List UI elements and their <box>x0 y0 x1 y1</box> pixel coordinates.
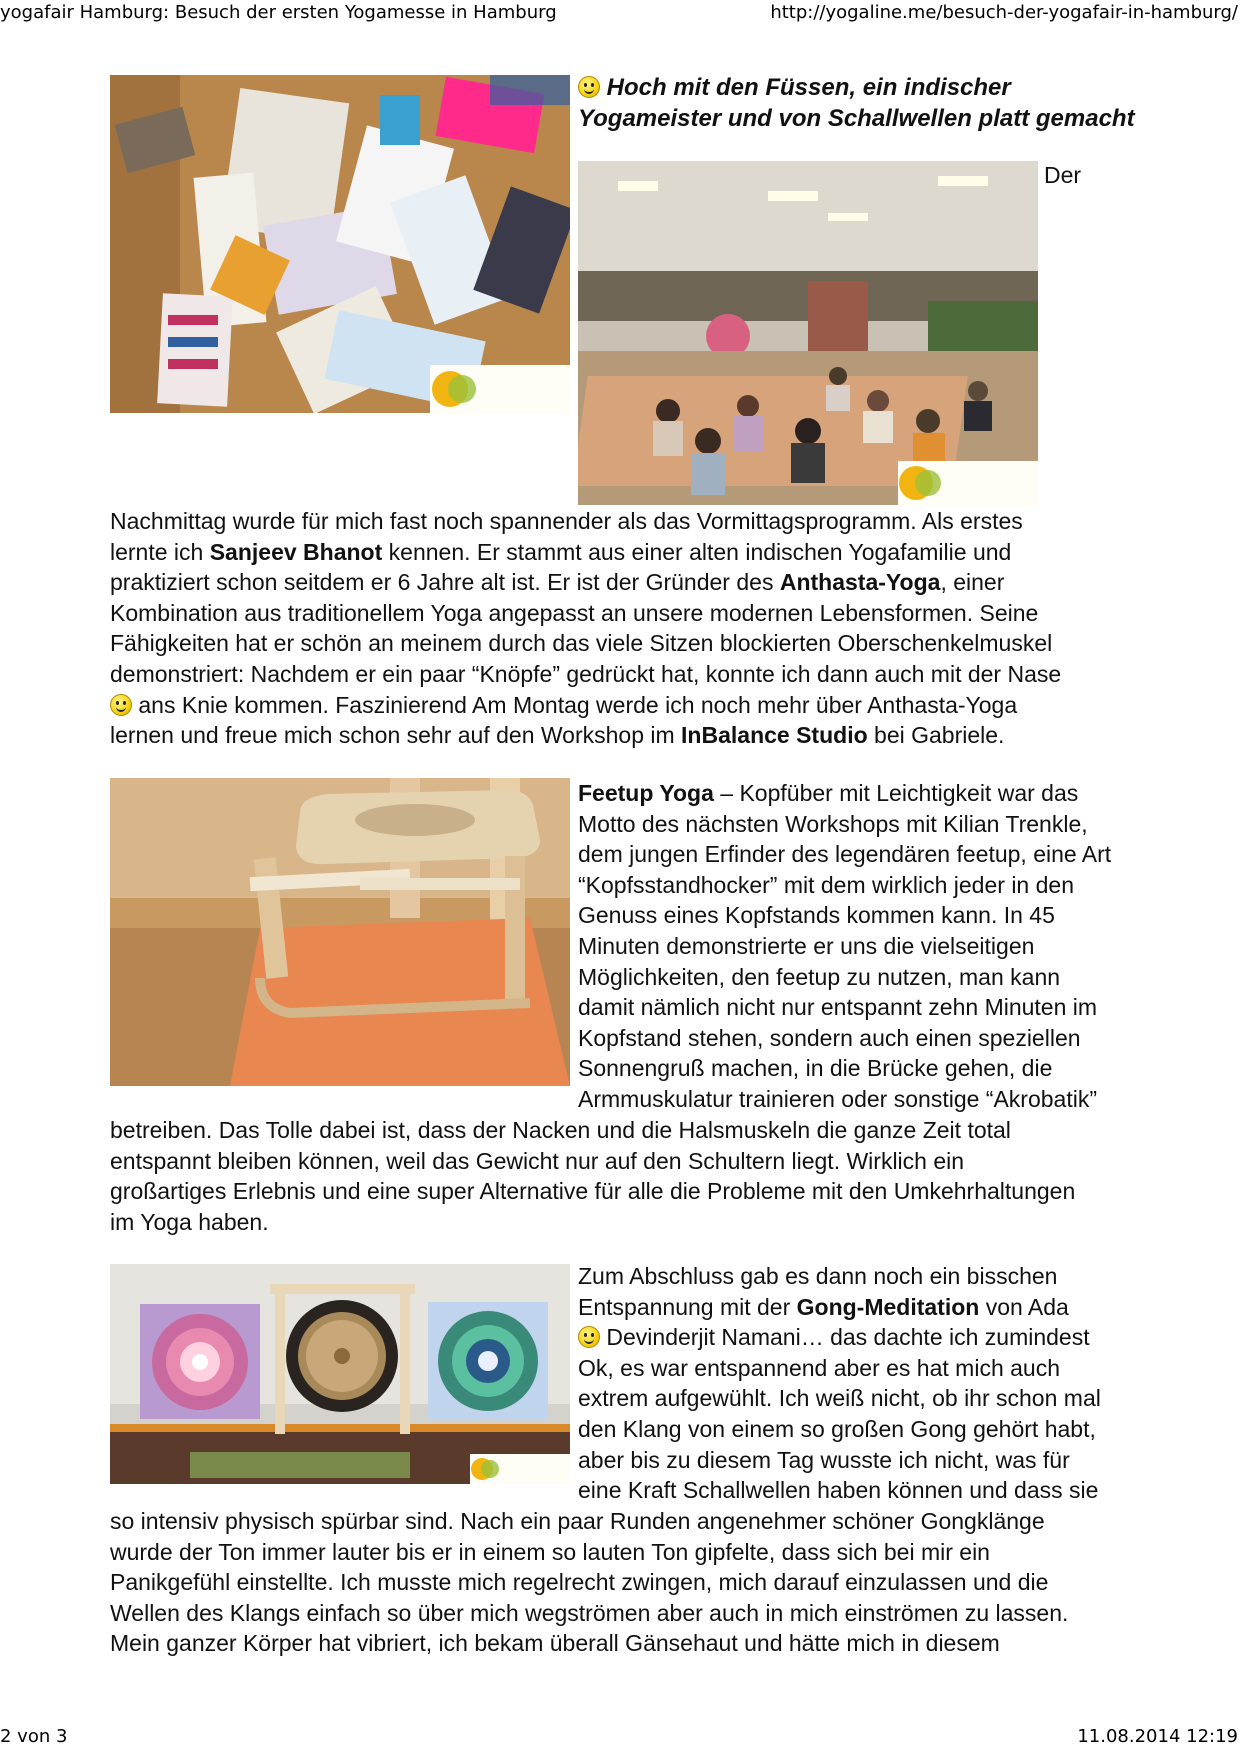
p2-line-11: Armmuskulatur trainieren oder sonstige “Akrobatik” <box>578 1085 1097 1112</box>
p3-l2c: von Ada <box>979 1293 1069 1320</box>
term-anthasta-yoga: Anthasta-Yoga <box>779 569 941 596</box>
p1-l3a: praktiziert schon seitdem er 6 Jahre alt ist. Er ist der Gründer des <box>110 569 780 596</box>
p3-line-9: so intensiv physisch spürbar sind. Nach ein paar Runden angenehmer schöner Gongklänge <box>110 1508 1045 1534</box>
side-word-der: Der <box>1044 162 1082 188</box>
p1-l7: ans Knie kommen. Faszinierend Am Montag werde ich noch mehr über Anthasta-Yoga <box>132 691 1018 718</box>
page-header-title: yogafair Hamburg: Besuch der ersten Yogamesse in Hamburg <box>0 2 557 23</box>
p2-line-3: dem jungen Erfinder des legendären feetup, eine Art <box>578 841 1112 868</box>
term-gong-meditation: Gong-Meditation <box>796 1293 980 1320</box>
p2-line-14: großartiges Erlebnis und eine super Alternative für alle die Probleme mit den Umkehrhaltungen <box>110 1178 1076 1205</box>
heading-line-2: Yogameister und von Schallwellen platt gemacht <box>578 105 1135 132</box>
p3-line-1: Zum Abschluss gab es dann noch ein bisschen <box>578 1263 1058 1289</box>
p2-line-15: im Yoga haben. <box>110 1208 269 1235</box>
term-feetup-yoga: Feetup Yoga <box>578 780 714 806</box>
page-header-url[interactable]: http://yogaline.me/besuch-der-yogafair-in-hamburg/ <box>770 2 1238 23</box>
page-footer-number: 2 von 3 <box>0 1726 68 1747</box>
p1-line-6: demonstriert: Nachdem er ein paar “Knöpfe” gedrückt hat, konnte ich dann auch mit der Nase <box>110 660 1062 687</box>
p1-line-1: Nachmittag wurde für mich fast noch spannender als das Vormittagsprogramm. Als erstes <box>110 508 1023 534</box>
p1-line-4: Kombination aus traditionellem Yoga angepasst an unsere modernen Lebensformen. Seine <box>110 599 1039 626</box>
page-footer-datetime: 11.08.2014 12:19 <box>1077 1726 1238 1747</box>
p3-line-13: Mein ganzer Körper hat vibriert, ich bekam überall Gänsehaut und hätte mich in diesem <box>110 1630 1000 1657</box>
yoga-hall-photo <box>578 161 1038 505</box>
p3-line-8: eine Kraft Schallwellen haben können und dass sie <box>578 1477 1099 1504</box>
p3-line-5: extrem aufgewühlt. Ich weiß nicht, ob ihr schon mal <box>578 1385 1101 1412</box>
gong-photo <box>110 1264 570 1484</box>
p3-l3: Devinderjit Namani… das dachte ich zumindest <box>600 1324 1090 1351</box>
wink-smiley-icon <box>578 1326 600 1348</box>
p3-line-7: aber bis zu diesem Tag wusste ich nicht, was für <box>578 1446 1070 1473</box>
p2-l1b: – Kopfüber mit Leichtigkeit war das <box>713 780 1079 806</box>
p1-l2c: kennen. Er stammt aus einer alten indischen Yogafamilie und <box>382 538 1012 565</box>
paragraph-gong <box>578 1261 1101 1506</box>
paragraph-feetup-cont <box>110 1115 1075 1237</box>
term-inbalance-studio: InBalance Studio <box>681 722 868 749</box>
p3-line-10: wurde der Ton immer lauter bis er in einem so lauten Ton gipfelte, dass sich bei mir ein <box>110 1538 990 1565</box>
p1-l2a: lernte ich <box>110 538 210 565</box>
wink-smiley-icon <box>578 76 600 98</box>
p2-line-13: entspannt bleiben können, weil das Gewicht nur auf den Schultern liegt. Wirklich ein <box>110 1147 965 1174</box>
name-sanjeev-bhanot: Sanjeev Bhanot <box>209 538 383 565</box>
p2-line-4: “Kopfsstandhocker” mit dem wirklich jeder in den <box>578 871 1074 898</box>
flyers-photo <box>110 75 570 413</box>
grin-smiley-icon <box>110 694 132 716</box>
p2-line-8: damit nämlich nicht nur entspannt zehn Minuten im <box>578 994 1098 1021</box>
p1-l8a: lernen und freue mich schon sehr auf den Workshop im <box>110 722 682 749</box>
heading-line-1: Hoch mit den Füssen, ein indischer <box>606 74 1011 101</box>
p1-line-5: Fähigkeiten hat er schön an meinem durch das viele Sitzen blockierten Oberschenkelmuskel <box>110 630 1053 657</box>
p3-line-12: Wellen des Klangs einfach so über mich wegströmen aber auch in mich einströmen zu lassen. <box>110 1599 1069 1626</box>
p3-line-6: den Klang von einem so großen Gong gehört habt, <box>578 1415 1096 1442</box>
p2-line-7: Möglichkeiten, den feetup zu nutzen, man kann <box>578 963 1061 990</box>
p1-l3c: , einer <box>940 569 1005 596</box>
p2-line-9: Kopfstand stehen, sondern auch einen speziellen <box>578 1024 1081 1051</box>
p1-l8c: bei Gabriele. <box>867 722 1005 749</box>
feetup-stool-photo <box>110 778 570 1086</box>
p2-line-2: Motto des nächsten Workshops mit Kilian Trenkle, <box>578 810 1088 837</box>
p3-line-4: Ok, es war entspannend aber es hat mich auch <box>578 1354 1061 1381</box>
paragraph-feetup <box>578 778 1111 1115</box>
paragraph-gong-cont <box>110 1506 1068 1659</box>
p2-line-6: Minuten demonstrierte er uns die vielseitigen <box>578 932 1035 959</box>
p2-line-12: betreiben. Das Tolle dabei ist, dass der Nacken und die Halsmuskeln die ganze Zeit total <box>110 1117 1011 1143</box>
p2-line-5: Genuss eines Kopfstands kommen kann. In 45 <box>578 902 1055 929</box>
p2-line-10: Sonnengruß machen, in die Brücke gehen, die <box>578 1055 1053 1082</box>
paragraph-anthasta <box>110 506 1061 751</box>
p3-l2a: Entspannung mit der <box>578 1293 797 1320</box>
p3-line-11: Panikgefühl einstellte. Ich musste mich regelrecht zwingen, mich darauf einzulassen und die <box>110 1569 1049 1596</box>
section-heading <box>578 72 1135 134</box>
